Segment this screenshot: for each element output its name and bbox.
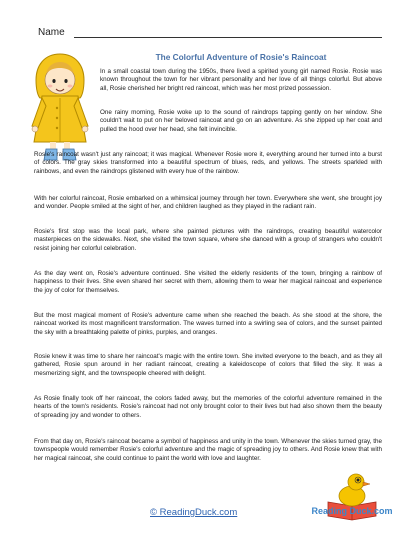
story-paragraph: In a small coastal town during the 1950s, there lived a spirited young girl named Rosie. Rosie was known throughout the town for her vibrant personality and her love of all things colorful. But above all, Rosie cherished her bright red raincoat, which was her most prized possession. xyxy=(100,68,382,92)
story-paragraph: One rainy morning, Rosie woke up to the sound of raindrops tapping gently on her window. She couldn't wait to put on her beloved raincoat and go on an adventure. As she zipped up her coat and pulled the hood over her head, she felt invincible. xyxy=(100,109,382,133)
story-paragraph: As Rosie finally took off her raincoat, the colors faded away, but the memories of the colorful adventure remained in the hearts of the town's residents. Rosie's raincoat had not only brought color to their lives but had also shown them the beauty of spreading joy and wonder to others. xyxy=(34,395,382,419)
story-paragraph: Rosie's first stop was the local park, where she painted pictures with the raindrops, creating beautiful watercolor masterpieces on the sidewalks. Next, she visited the town square, where she danced with a group of strangers who couldn't resist joining her colorful celebration. xyxy=(34,228,382,252)
reading-duck-logo xyxy=(311,470,393,528)
girl-in-raincoat-illustration xyxy=(26,50,94,166)
name-label: Name xyxy=(38,27,65,38)
story-paragraph: Rosie knew it was time to share her raincoat's magic with the entire town. She invited everyone to the beach, and as they all gathered, Rosie spun around in her radiant raincoat, creating a kaleidoscope of colors that filled the sky. It was a mesmerizing sight, and the townspeople cheered with delight. xyxy=(34,353,382,377)
logo-wordmark: Reading Duck.com xyxy=(311,506,393,516)
story-title: The Colorful Adventure of Rosie's Raincoat xyxy=(155,52,327,62)
name-field[interactable] xyxy=(38,27,382,39)
story-paragraph: As the day went on, Rosie's adventure continued. She visited the elderly residents of the town, bringing a rainbow of happiness to their lives. She even shared her secret with them, allowing them to wear her magical raincoat and experience the joy of color for themselves. xyxy=(34,270,382,294)
name-underline[interactable] xyxy=(74,37,382,38)
story-paragraph: But the most magical moment of Rosie's adventure came when she reached the beach. As she stood at the shore, the raincoat worked its most magnificent transformation. The waves turned into a swirling sea of colors, and the sunset painted the sky with a breathtaking palette of pinks, purples, and oranges. xyxy=(34,312,382,336)
readingduck-footer-link[interactable]: © ReadingDuck.com xyxy=(150,507,238,518)
story-paragraph: With her colorful raincoat, Rosie embarked on a whimsical journey through her town. Everywhere she went, she brought joy and wonder. People smiled at the sight of her, and children laughed as they played in the radiant rain. xyxy=(34,195,382,211)
story-paragraph: From that day on, Rosie's raincoat became a symbol of happiness and unity in the town. Whenever the skies turned gray, the townspeople would remember Rosie's colorful adventure and the magic of spreading joy to others. And Rosie knew that with her magical raincoat, she could continue to paint the world with love and laughter. xyxy=(34,438,382,462)
story-paragraph: Rosie's raincoat wasn't just any raincoat; it was magical. Whenever Rosie wore it, everything around her turned into a burst of colors. The gray skies transformed into a beautiful spectrum of blues, reds, and yellows. The streets sparkled with rainbows, and even the raindrops glistened with every hue of the rainbow. xyxy=(34,151,382,175)
